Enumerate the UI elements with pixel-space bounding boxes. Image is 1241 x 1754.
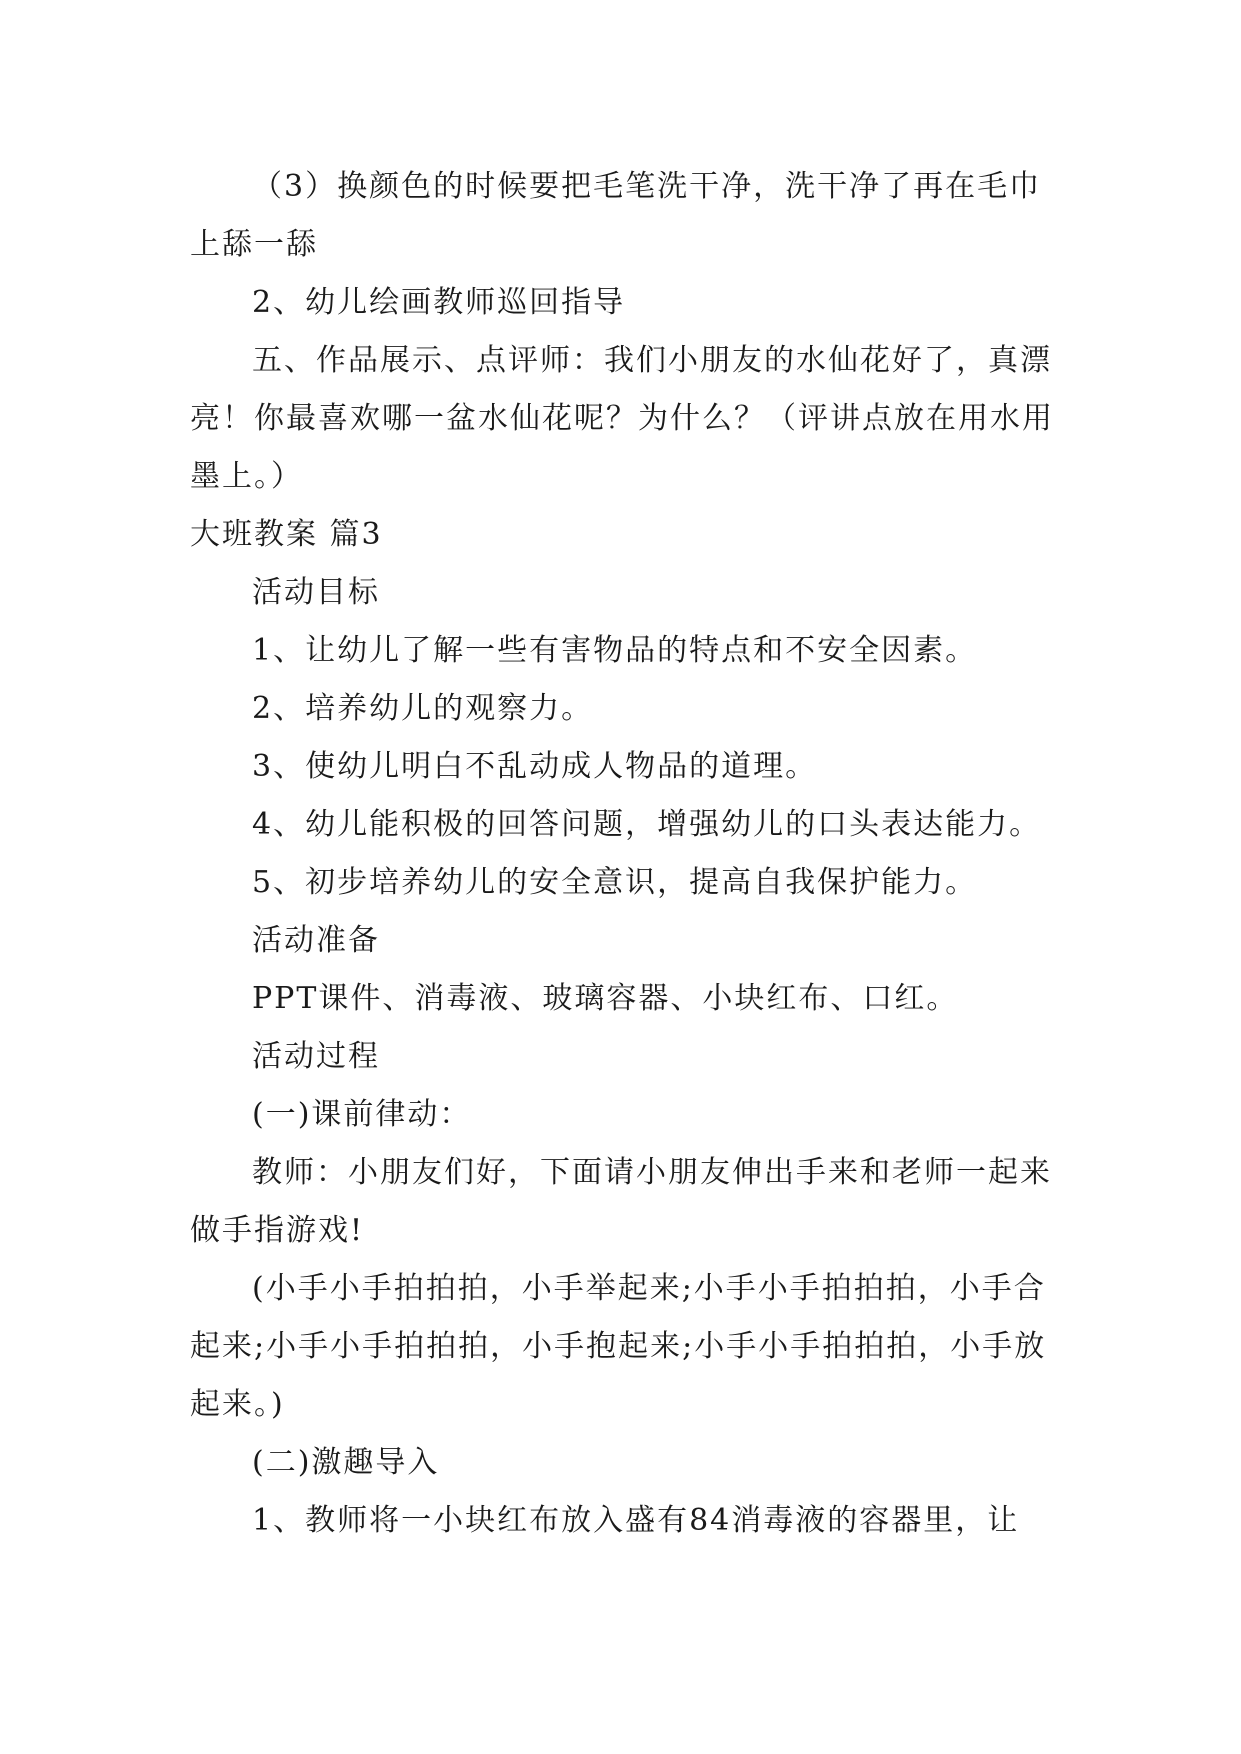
teacher-dialogue: 教师：小朋友们好，下面请小朋友伸出手来和老师一起来做手指游戏!	[190, 1155, 1052, 1248]
paragraph-step-3: （3）换颜色的时候要把毛笔洗干净，洗干净了再在毛巾上舔一舔	[190, 169, 1042, 262]
goal-item-5: 5、初步培养幼儿的安全意识，提高自我保护能力。	[252, 865, 978, 900]
process-step-1-title: (一)课前律动：	[252, 1097, 472, 1132]
subheading-preparation: 活动准备	[252, 923, 380, 958]
document-body	[190, 158, 1056, 1550]
finger-game-lyrics: (小手小手拍拍拍，小手举起来;小手小手拍拍拍，小手合起来;小手小手拍拍拍，小手抱起来;小手小手拍拍拍，小手放起来。)	[190, 1271, 1047, 1422]
goal-item-3: 3、使幼儿明白不乱动成人物品的道理。	[252, 749, 818, 784]
paragraph-teacher-guidance: 2、幼儿绘画教师巡回指导	[252, 285, 626, 320]
process-step-2-title: (二)激趣导入	[252, 1445, 440, 1480]
goal-item-1: 1、让幼儿了解一些有害物品的特点和不安全因素。	[252, 633, 978, 668]
subheading-goals: 活动目标	[252, 575, 380, 610]
process-step-2-item-1: 1、教师将一小块红布放入盛有84消毒液的容器里，让	[252, 1503, 1020, 1538]
subheading-process: 活动过程	[252, 1039, 380, 1074]
preparation-materials: PPT课件、消毒液、玻璃容器、小块红布、口红。	[252, 981, 959, 1016]
paragraph-work-display: 五、作品展示、点评师：我们小朋友的水仙花好了，真漂亮！你最喜欢哪一盆水仙花呢？为什么？（评讲点放在用水用墨上。）	[190, 343, 1054, 494]
goal-item-2: 2、培养幼儿的观察力。	[252, 691, 594, 726]
section-title: 大班教案 篇3	[190, 517, 383, 552]
goal-item-4: 4、幼儿能积极的回答问题，增强幼儿的口头表达能力。	[252, 807, 1042, 842]
